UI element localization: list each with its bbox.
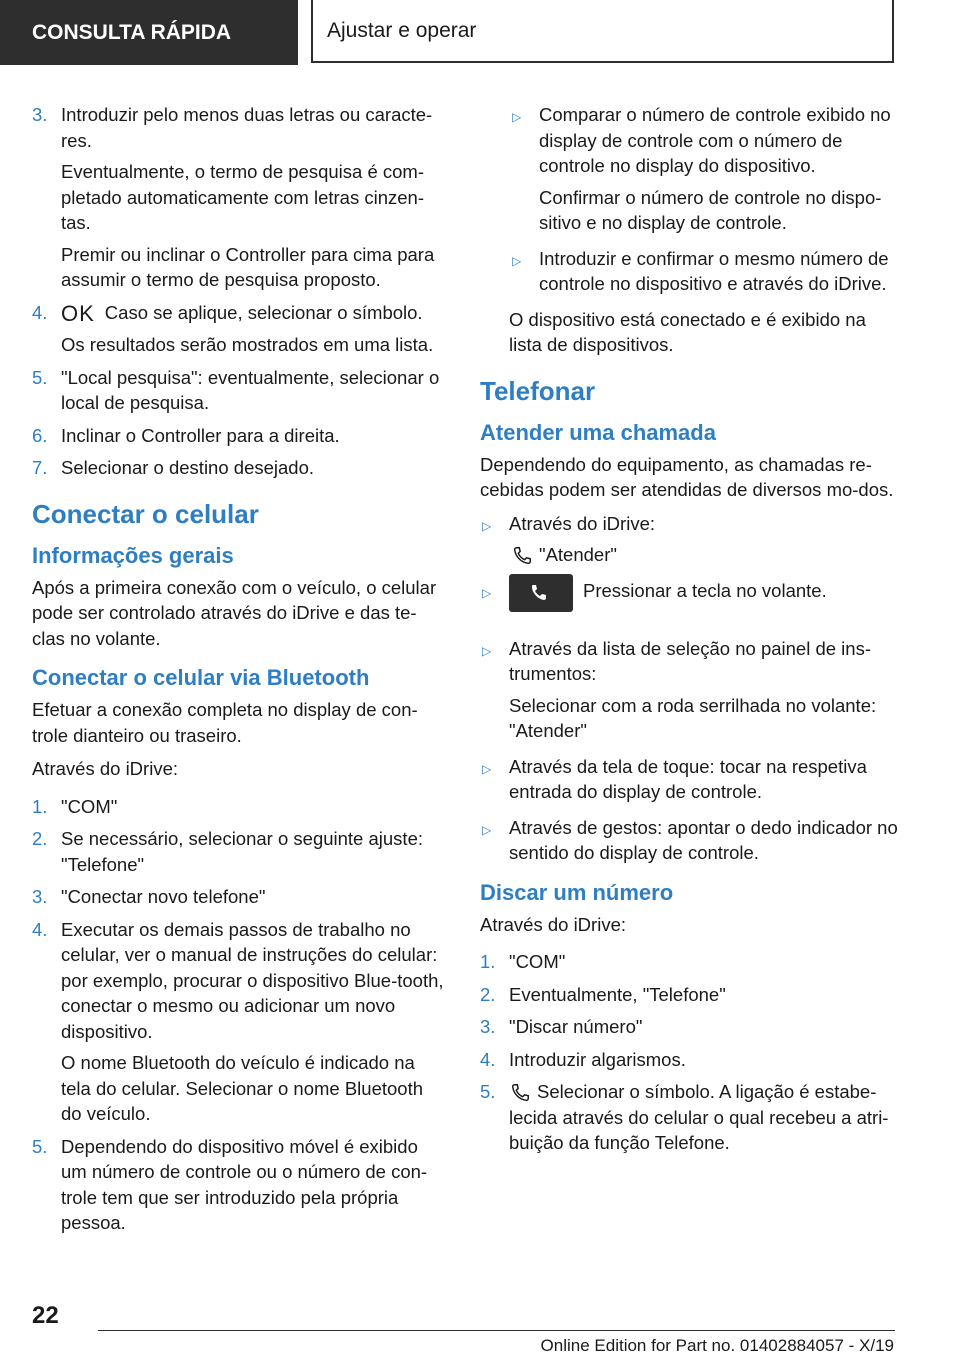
heading-answer-call: Atender uma chamada xyxy=(480,419,716,445)
item-text: "Discar número" xyxy=(509,1016,643,1037)
item-text: Introduzir e confirmar o mesmo número de controle no dispositivo e através do iDrive. xyxy=(539,247,889,294)
bullet-item xyxy=(480,636,898,744)
step-number: 5. xyxy=(32,1135,48,1157)
list-item xyxy=(32,300,444,358)
list-item xyxy=(32,423,444,449)
heading-telephone: Telefonar xyxy=(480,375,596,406)
list-item xyxy=(480,982,898,1008)
item-text: Selecionar com a roda serrilhada no volante: "Atender" xyxy=(509,694,877,741)
item-text: Inclinar o Controller para a direita. xyxy=(61,424,340,446)
heading-connect-phone: Conectar o celular xyxy=(32,498,259,529)
step-number: 1. xyxy=(32,795,48,817)
item-text: "COM" xyxy=(61,795,118,817)
item-text: Através de gestos: apontar o dedo indicador no sentido do display de controle. xyxy=(509,816,898,863)
dial-steps-list xyxy=(480,949,898,1156)
list-item xyxy=(32,102,444,293)
search-steps-list xyxy=(32,102,444,481)
step-number: 6. xyxy=(32,424,48,446)
compare-bullets-wrapper xyxy=(480,102,898,297)
item-text: "COM" xyxy=(509,951,566,972)
step-number: 3. xyxy=(32,886,48,908)
item-text: Os resultados serão mostrados em uma lista. xyxy=(61,334,434,356)
step-number: 3. xyxy=(32,104,48,125)
answer-methods-list xyxy=(480,636,898,866)
triangle-bullet-icon: ▷ xyxy=(482,761,492,776)
bluetooth-text-2: Através do iDrive: xyxy=(32,758,178,780)
item-text: O nome Bluetooth do veículo é indicado na tela do celular. Selecionar o nome Bluetooth do veículo. xyxy=(61,1052,424,1125)
step-number: 7. xyxy=(32,457,48,479)
triangle-bullet-icon: ▷ xyxy=(482,643,492,658)
item-text: Se necessário, selecionar o seguinte ajuste: "Telefone" xyxy=(61,828,423,875)
right-column xyxy=(480,102,898,1163)
item-text: Eventualmente, "Telefone" xyxy=(509,983,726,1005)
item-text: Introduzir pelo menos duas letras ou caracte-res. xyxy=(61,104,433,151)
item-text: Dependendo do dispositivo móvel é exibido um número de controle ou o número de con-trole tem que ser introduzido pela própria pessoa. xyxy=(61,1135,428,1234)
item-text: Confirmar o número de controle no dispo-sitivo e no display de controle. xyxy=(539,186,882,233)
triangle-bullet-icon: ▷ xyxy=(512,253,522,268)
bullet-item xyxy=(510,102,898,236)
header-chapter-label: Ajustar e operar xyxy=(327,18,477,42)
list-item xyxy=(480,1079,898,1156)
step-number: 4. xyxy=(32,918,48,940)
bullet-idrive-sub: "Atender" xyxy=(539,544,617,565)
list-item xyxy=(32,455,444,481)
phone-icon xyxy=(509,1082,531,1104)
bullet-item xyxy=(510,246,898,297)
list-item xyxy=(32,826,444,877)
item-text: Através da tela de toque: tocar na respetiva entrada do display de controle. xyxy=(509,755,867,802)
step-number: 5. xyxy=(32,366,48,388)
compare-bullets-list xyxy=(510,102,898,297)
step-number: 5. xyxy=(480,1081,496,1102)
triangle-bullet-icon: ▷ xyxy=(482,518,492,533)
bullet-item xyxy=(480,754,898,805)
phone-icon xyxy=(511,545,533,567)
item-text: "Conectar novo telefone" xyxy=(61,886,266,908)
bullet-key-text: Pressionar a tecla no volante. xyxy=(583,579,827,601)
bullet-idrive xyxy=(480,511,898,568)
step-number: 2. xyxy=(480,983,496,1005)
triangle-bullet-icon: ▷ xyxy=(482,822,492,837)
list-item xyxy=(480,1047,898,1073)
list-item xyxy=(32,917,444,1127)
triangle-bullet-icon: ▷ xyxy=(512,110,522,124)
list-item xyxy=(32,884,444,910)
step-number: 1. xyxy=(480,951,496,972)
header-section-tab xyxy=(0,0,298,65)
heading-bluetooth: Conectar o celular via Bluetooth xyxy=(32,665,370,691)
item-text: Premir ou inclinar o Controller para cima para assumir o termo de pesquisa proposto. xyxy=(61,243,435,290)
item-text: Caso se aplique, selecionar o símbolo. xyxy=(104,301,423,323)
step-number: 4. xyxy=(480,1048,496,1070)
bluetooth-steps-list xyxy=(32,794,444,1236)
header-section-label: CONSULTA RÁPIDA xyxy=(32,20,232,44)
item-text: Eventualmente, o termo de pesquisa é com-pletado automaticamente com letras cinzen-tas. xyxy=(61,161,424,233)
heading-general-info: Informações gerais xyxy=(32,542,234,568)
item-text: Selecionar o símbolo. A ligação é estabe-lecida através do celular o qual recebeu a atri-buição da função Telefone. xyxy=(509,1081,889,1153)
page-number: 22 xyxy=(32,1302,59,1329)
steering-phone-key-icon xyxy=(509,574,573,612)
step-number: 2. xyxy=(32,828,48,850)
list-item xyxy=(32,794,444,820)
left-column xyxy=(32,102,444,1243)
item-text: Comparar o número de controle exibido no display de controle com o número de controle no display do dispositivo. xyxy=(539,104,891,176)
heading-dial-number: Discar um número xyxy=(480,879,674,905)
answer-call-text: Dependendo do equipamento, as chamadas re-cebidas podem ser atendidas de diversos mo-dos. xyxy=(480,453,894,500)
footer-divider xyxy=(98,1330,895,1331)
item-text: Selecionar o destino desejado. xyxy=(61,457,315,479)
bluetooth-text-1: Efetuar a conexão completa no display de con-trole dianteiro ou traseiro. xyxy=(32,699,418,746)
item-text: Introduzir algarismos. xyxy=(509,1048,686,1070)
list-item xyxy=(32,365,444,416)
list-item xyxy=(480,1014,898,1040)
triangle-bullet-icon: ▷ xyxy=(482,585,492,600)
item-text: Através da lista de seleção no painel de ins-trumentos: xyxy=(509,637,871,684)
step-number: 3. xyxy=(480,1016,496,1037)
dial-number-text: Através do iDrive: xyxy=(480,913,626,935)
bullet-steering-key xyxy=(480,578,898,616)
bullet-item xyxy=(480,815,898,866)
general-info-text: Após a primeira conexão com o veículo, o celular pode ser controlado através do iDrive e das te-clas no volante. xyxy=(32,576,437,649)
step-number: 4. xyxy=(32,301,48,323)
list-item xyxy=(32,1134,444,1236)
footer-edition: Online Edition for Part no. 01402884057 - X/19 xyxy=(540,1336,894,1355)
bullet-idrive-text: Através do iDrive: xyxy=(509,512,655,534)
item-text: Executar os demais passos de trabalho no celular, ver o manual de instruções do celular: por exemplo, procurar o dispositivo Blue-tooth, conectar o mesmo ou adicionar um novo dispositivo. xyxy=(61,918,444,1042)
list-item xyxy=(480,949,898,975)
ok-icon: OK xyxy=(61,300,95,326)
connected-text: O dispositivo está conectado e é exibido na lista de dispositivos. xyxy=(509,308,866,355)
header-chapter-box xyxy=(311,0,894,63)
item-text: "Local pesquisa": eventualmente, selecionar o local de pesquisa. xyxy=(61,366,440,414)
